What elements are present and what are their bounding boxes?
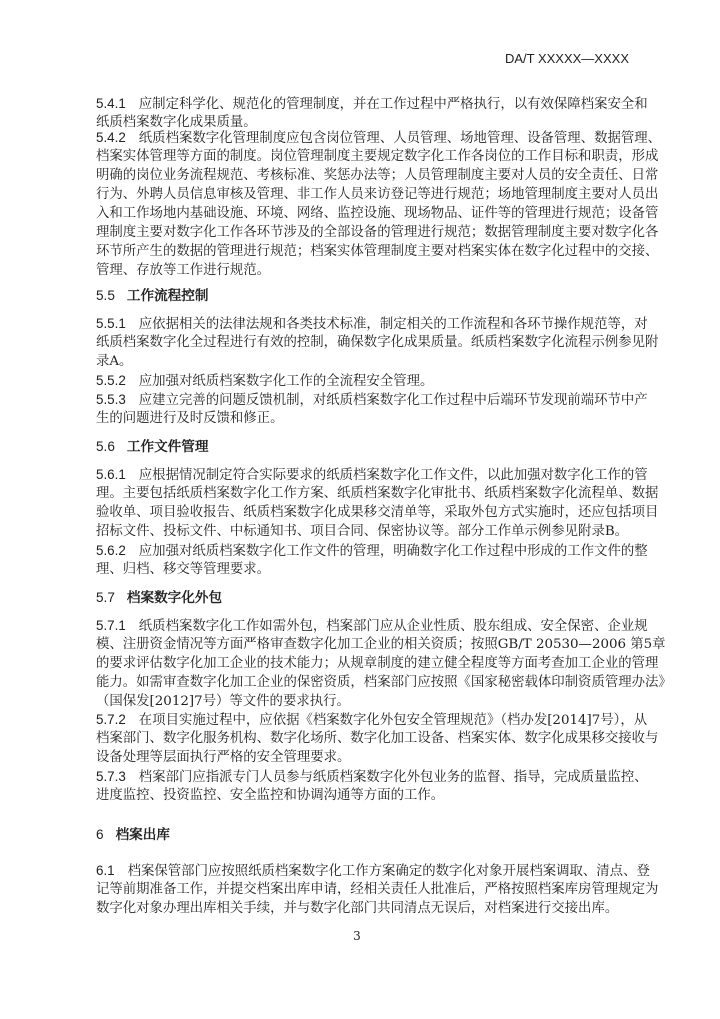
clause-paragraph	[96, 710, 659, 767]
clause-number: 5.7.1	[96, 618, 126, 633]
text-line: 进度监控、投资监控、安全监控和协调沟通等方面的工作。	[96, 788, 445, 803]
text-line: 档案部门、数字化服务机构、数字化场所、数字化加工设备、档案实体、数字化成果移交接收与	[96, 731, 659, 746]
text-line: 明确的岗位业务流程规范、考核标准、奖惩办法等；人员管理制度主要对人员的安全责任、日常	[96, 168, 659, 183]
clause-paragraph	[96, 465, 659, 541]
clause-text: 应建立完善的问题反馈机制，对纸质档案数字化工作过程中后端环节发现前端环节中产	[138, 393, 648, 408]
text-line: 能力。如需审查数字化加工企业的保密资质，档案部门应按照《国家秘密载体印制资质管理办法》	[96, 675, 672, 690]
text-line: 行为、外聘人员信息审核及管理、非工作人员来访登记等进行规范；场地管理制度主要对人员出	[96, 187, 659, 202]
text-line: 生的问题进行及时反馈和修正。	[96, 411, 284, 426]
text-line: 管理、存放等工作进行规范。	[96, 263, 271, 278]
text-line	[96, 128, 662, 147]
text-line	[96, 861, 650, 880]
text-line: 入和工作场地内基础设施、环境、网络、监控设施、现场物品、证件等的管理进行规范；设备管	[96, 206, 659, 221]
text-line: 理制度主要对数字化工作各环节涉及的全部设备的管理进行规范；数据管理制度主要对数字化各	[96, 225, 659, 240]
page-number: 3	[353, 929, 361, 943]
clause-number: 5.6.2	[96, 543, 126, 558]
text-line: 记等前期准备工作，并提交档案出库申请，经相关责任人批准后，严格按照档案库房管理规定为	[96, 882, 659, 897]
clause-number: 5.5.3	[96, 392, 126, 407]
section-number: 6	[96, 827, 104, 842]
text-line	[96, 465, 648, 484]
clause-paragraph	[96, 616, 672, 711]
clause-text: 在项目实施过程中，应依据《档案数字化外包安全管理规范》（档办发[2014]7号），从	[138, 713, 648, 728]
clause-text: 纸质档案数字化管理制度应包含岗位管理、人员管理、场地管理、设备管理、数据管理、	[138, 131, 662, 146]
text-line	[96, 94, 648, 113]
section-heading	[96, 588, 630, 607]
clause-text: 纸质档案数字化工作如需外包，档案部门应从企业性质、股东组成、安全保密、企业规	[138, 619, 648, 634]
text-line	[96, 616, 648, 635]
text-line	[96, 314, 648, 333]
clause-number: 6.1	[96, 863, 115, 878]
text-line: 理。主要包括纸质档案数字化工作方案、纸质档案数字化审批书、纸质档案数字化流程单、数据	[96, 486, 659, 501]
clause-paragraph	[96, 128, 662, 280]
clause-number: 5.5.1	[96, 316, 126, 331]
section-title: 档案出库	[115, 827, 170, 842]
text-line: （国保发[2012]7号）等文件的要求执行。	[96, 694, 350, 709]
clause-number: 5.7.2	[96, 712, 126, 727]
clause-paragraph	[96, 767, 648, 805]
section-title: 工作文件管理	[126, 439, 209, 454]
text-line: 模、注册资金情况等方面严格审查数字化加工企业的相关资质；按照GB/T 20530—2006 第5章	[96, 637, 666, 652]
text-line	[96, 710, 648, 729]
clause-text: 应制定科学化、规范化的管理制度，并在工作过程中严格执行，以有效保障档案安全和	[138, 97, 648, 112]
clause-text: 档案部门应指派专门人员参与纸质档案数字化外包业务的监督、指导，完成质量监控、	[138, 770, 648, 785]
text-line: 设备处理等层面执行严格的安全管理要求。	[96, 750, 351, 765]
clause-text: 应加强对纸质档案数字化工作文件的管理，明确数字化工作过程中形成的工作文件的整	[138, 544, 648, 559]
clause-paragraph	[96, 314, 659, 371]
clause-text: 应加强对纸质档案数字化工作的全流程安全管理。	[138, 374, 434, 389]
clause-paragraph	[96, 94, 648, 132]
clause-number: 5.6.1	[96, 467, 126, 482]
heading-line	[96, 825, 630, 844]
text-line: 数字化对象办理出库相关手续，并与数字化部门共同清点无误后，对档案进行交接出库。	[96, 901, 619, 916]
text-line	[96, 371, 630, 390]
section-heading	[96, 825, 630, 844]
text-line: 招标文件、投标文件、中标通知书、项目合同、保密协议等。部分工作单示例参见附录B。	[96, 524, 629, 539]
clause-number: 5.7.3	[96, 769, 126, 784]
clause-text: 应根据情况制定符合实际要求的纸质档案数字化工作文件，以此加强对数字化工作的管	[138, 468, 648, 483]
clause-paragraph	[96, 371, 630, 390]
heading-line	[96, 286, 630, 305]
section-title: 档案数字化外包	[126, 590, 223, 605]
text-line	[96, 767, 648, 786]
text-line: 环节所产生的数据的管理进行规范；档案实体管理制度主要对档案实体在数字化过程中的交接、	[96, 244, 659, 259]
text-line: 纸质档案数字化全过程进行有效的控制，确保数字化成果质量。纸质档案数字化流程示例参见附	[96, 335, 659, 350]
document-code-header: DA/T XXXXX—XXXX	[504, 51, 629, 66]
heading-line	[96, 588, 630, 607]
text-line: 录A。	[96, 354, 133, 369]
section-heading	[96, 437, 630, 456]
section-title: 工作流程控制	[126, 288, 209, 303]
text-line: 档案实体管理等方面的制度。岗位管理制度主要规定数字化工作各岗位的工作目标和职责，形成	[96, 149, 659, 164]
clause-text: 档案保管部门应按照纸质档案数字化工作方案确定的数字化对象开展档案调取、清点、登	[127, 864, 650, 879]
text-line: 纸质档案数字化成果质量。	[96, 115, 257, 130]
heading-line	[96, 437, 630, 456]
clause-number: 5.5.2	[96, 373, 126, 388]
clause-paragraph	[96, 861, 659, 918]
clause-paragraph	[96, 390, 648, 428]
text-line	[96, 390, 648, 409]
text-line: 理、归档、移交等管理要求。	[96, 562, 271, 577]
clause-number: 5.4.1	[96, 96, 126, 111]
text-line: 验收单、项目验收报告、纸质档案数字化成果移交清单等，采取外包方式实施时，还应包括项目	[96, 505, 659, 520]
clause-paragraph	[96, 541, 648, 579]
text-line: 的要求评估数字化加工企业的技术能力；从规章制度的建立健全程度等方面考查加工企业的管理	[96, 656, 659, 671]
clause-number: 5.4.2	[96, 130, 126, 145]
section-number: 5.6	[96, 439, 115, 454]
text-line	[96, 541, 648, 560]
clause-text: 应依据相关的法律法规和各类技术标准，制定相关的工作流程和各环节操作规范等，对	[138, 317, 648, 332]
section-heading	[96, 286, 630, 305]
section-number: 5.5	[96, 288, 115, 303]
section-number: 5.7	[96, 590, 115, 605]
